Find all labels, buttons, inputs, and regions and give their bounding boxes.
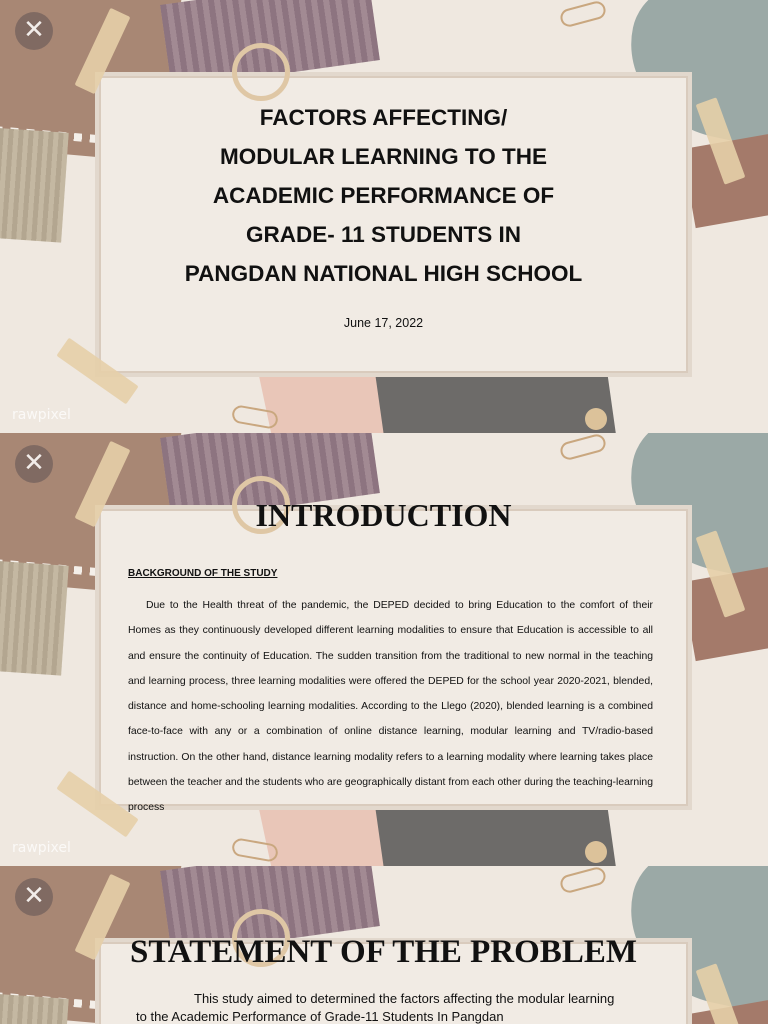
title-line: FACTORS AFFECTING/ [259,105,508,130]
body-paragraph: This study aimed to determined the factors affecting the modular learning to the Academic Performance of Grade-11 Students In Pangdan [136,991,615,1024]
slide-title: INTRODUCTION [255,497,512,533]
watermark: rawpixel [12,407,71,423]
slide-title: STATEMENT OF THE PROBLEM [129,934,637,970]
ring-decoration [232,43,290,101]
slide-title [95,98,672,293]
body-paragraph: Due to the Health threat of the pandemic, the DEPED decided to bring Education to the comfort of their Homes as they continuously developed different learning modalities to ensure that Education is accessible to all and ensure the continuity of Education. The sudden transition from the traditional to new normal in the teaching and learning process, three learning modalities were offered the DEPED for the school year 2020-2021, blended, distance and home-schooling learning modalities. According to the Llego (2020), blended learning is a combined face-to-face with any or a combination of online distance learning, modular learning and TV/radio-based instruction. On the other hand, distance learning modality refers to a learning modality where learning takes place between the teacher and the students who are geographically distant from each other during the teaching-learning process [128,600,653,814]
title-line: MODULAR LEARNING TO THE [219,144,548,169]
close-icon[interactable]: ✕ [15,878,53,916]
close-icon[interactable]: ✕ [15,445,53,483]
khaki-paper-decoration [0,127,69,242]
pin-icon [585,408,607,430]
title-slide [0,0,768,433]
title-line: GRADE- 11 STUDENTS IN [245,222,522,247]
introduction-slide [0,433,768,866]
watermark: rawpixel [12,840,71,856]
khaki-paper-decoration [0,993,69,1024]
problem-statement-slide [0,866,768,1024]
khaki-paper-decoration [0,560,69,675]
paperclip-icon [558,0,607,29]
title-line: PANGDAN NATIONAL HIGH SCHOOL [184,261,583,286]
title-line: ACADEMIC PERFORMANCE OF [212,183,555,208]
section-subheading: BACKGROUND OF THE STUDY [128,568,278,579]
pin-icon [585,841,607,863]
close-icon[interactable]: ✕ [15,12,53,50]
paperclip-icon [558,866,607,895]
slide-date: June 17, 2022 [343,316,424,330]
paperclip-icon [558,433,607,462]
